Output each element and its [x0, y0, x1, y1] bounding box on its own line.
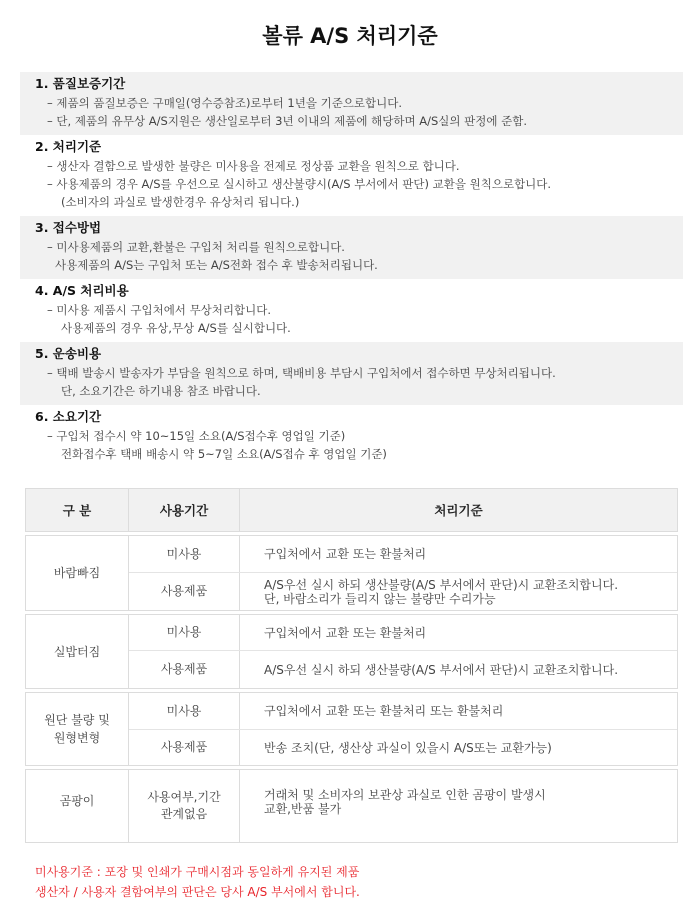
category-label: 바람빠짐: [53, 566, 101, 580]
section-line: 전화접수후 택배 배송시 약 5~7일 소요(A/S접슈 후 영업일 기준): [61, 447, 387, 461]
standard-cell: [240, 536, 677, 572]
usage-label: 관계없음: [160, 807, 208, 821]
usage-cell: [129, 615, 240, 650]
header-usage-period: 사용기간: [129, 489, 240, 531]
header-standard: 처리기준: [434, 503, 483, 518]
table-row: [129, 615, 677, 651]
header-category: 구 분: [26, 489, 129, 531]
category-cell: [26, 770, 129, 842]
usage-cell: [129, 536, 240, 572]
category-cell: [26, 693, 129, 765]
usage-cell: [129, 651, 240, 688]
section-warranty-period: [20, 72, 683, 135]
section-heading: 5. 운송비용: [35, 346, 102, 361]
section-line: – 미사용 제품시 구입처에서 무상처리합니다.: [47, 303, 271, 317]
usage-label: 미사용: [166, 703, 202, 718]
page-title: 볼류 A/S 처리기준: [262, 24, 438, 48]
category-label: 원형변형: [53, 731, 101, 745]
section-line: – 사용제품의 경우 A/S를 우선으로 실시하고 생산불량시(A/S 부서에서 판단) 교환을 원칙으로합니다.: [47, 177, 552, 191]
category-label: 실밥터짐: [53, 644, 101, 659]
usage-label: 미사용: [166, 546, 202, 561]
section-heading: 3. 접수방법: [35, 220, 102, 235]
category-label: 곰팡이: [59, 794, 95, 808]
table-row: [129, 573, 677, 610]
table-header: [25, 488, 678, 532]
standard-text: 구입처에서 교환 또는 환불처리: [264, 625, 427, 640]
as-criteria-table: [25, 488, 678, 843]
usage-label: 미사용: [166, 625, 202, 639]
usage-cell: [129, 693, 240, 729]
section-shipping-cost: [20, 342, 683, 405]
section-heading: 2. 처리기준: [35, 139, 102, 154]
standard-cell: [240, 693, 677, 729]
standard-text: A/S우선 실시 하되 생산불량(A/S 부서에서 판단)시 교환조치합니다.: [264, 662, 619, 677]
section-line: 사용제품의 경우 유상,무상 A/S를 실시합니다.: [61, 321, 291, 335]
note-defect-judgment: 생산자 / 사용자 결함여부의 판단은 당사 A/S 부서에서 합니다.: [35, 885, 360, 899]
standard-cell: [240, 651, 677, 688]
section-line: (소비자의 과실로 발생한경우 유상처리 됩니다.): [61, 195, 300, 209]
standard-cell: [240, 770, 677, 842]
standard-text: 구입처에서 교환 또는 환불처리 또는 환불처리: [264, 704, 504, 718]
section-line: – 미사용제품의 교환,환불은 구입처 처리를 원칙으로합니다.: [47, 240, 345, 254]
section-lead-time: [20, 405, 683, 468]
standard-cell: [240, 573, 677, 610]
standard-text: 거래처 및 소비자의 보관상 과실로 인한 곰팡이 발생시: [264, 788, 546, 802]
usage-cell: [129, 573, 240, 610]
standard-text: 단, 바람소리가 들리지 않는 불량만 수리가능: [264, 591, 496, 606]
table-row: [129, 651, 677, 688]
table-group-fabric-defect: [25, 692, 678, 766]
standard-text: 반송 조치(단, 생산상 과실이 있을시 A/S또는 교환가능): [264, 740, 552, 755]
standard-text: A/S우선 실시 하되 생산불량(A/S 부서에서 판단)시 교환조치합니다.: [264, 577, 619, 592]
section-reception-method: [20, 216, 683, 279]
section-line: 단, 소요기간은 하기내용 참조 바랍니다.: [61, 384, 261, 398]
usage-label: 사용제품: [160, 662, 208, 676]
section-line: – 구입처 접수시 약 10~15일 소요(A/S접수후 영업일 기준): [47, 429, 346, 443]
category-cell: [26, 615, 129, 688]
usage-cell: [129, 770, 240, 842]
table-row: [129, 730, 677, 765]
section-as-cost: [20, 279, 683, 342]
section-heading: 6. 소요기간: [35, 409, 102, 424]
table-row: [129, 693, 677, 730]
note-unused-criteria: 미사용기준 : 포장 및 인쇄가 구매시점과 동일하게 유지된 제품: [35, 865, 360, 879]
table-group-seam-burst: [25, 614, 678, 689]
section-line: – 제품의 품질보증은 구매일(영수증참조)로부터 1년을 기준으로합니다.: [47, 96, 403, 110]
standard-text: 구입처에서 교환 또는 환불처리: [264, 547, 427, 561]
table-group-mold: [25, 769, 678, 843]
standard-cell: [240, 730, 677, 765]
policy-sections: [20, 72, 683, 468]
section-heading: 1. 품질보증기간: [35, 76, 126, 91]
standard-cell: [240, 615, 677, 650]
section-line: 사용제품의 A/S는 구입처 또는 A/S전화 접수 후 발송처리됩니다.: [55, 258, 378, 272]
table-group-air-leak: [25, 535, 678, 611]
usage-label: 사용제품: [160, 740, 208, 754]
category-cell: [26, 536, 129, 610]
section-line: – 택배 발송시 발송자가 부담을 원칙으로 하며, 택배비용 부담시 구입처에서 접수하면 무상처리됩니다.: [47, 366, 556, 380]
section-line: – 생산자 결함으로 발생한 불량은 미사용을 전제로 정상품 교환을 원칙으로 합니다.: [47, 159, 460, 173]
table-row: [129, 536, 677, 573]
standard-text: 교환,반품 불가: [264, 802, 342, 816]
notice-notes: [35, 862, 360, 902]
section-heading: 4. A/S 처리비용: [35, 283, 129, 298]
section-processing-standard: [20, 135, 683, 216]
table-row: [129, 770, 677, 842]
usage-label: 사용제품: [160, 584, 208, 598]
usage-cell: [129, 730, 240, 765]
usage-label: 사용여부,기간: [147, 790, 221, 804]
category-label: 원단 불량 및: [44, 713, 110, 727]
section-line: – 단, 제품의 유무상 A/S지원은 생산일로부터 3년 이내의 제품에 해당하며 A/S실의 판정에 준함.: [47, 114, 528, 128]
